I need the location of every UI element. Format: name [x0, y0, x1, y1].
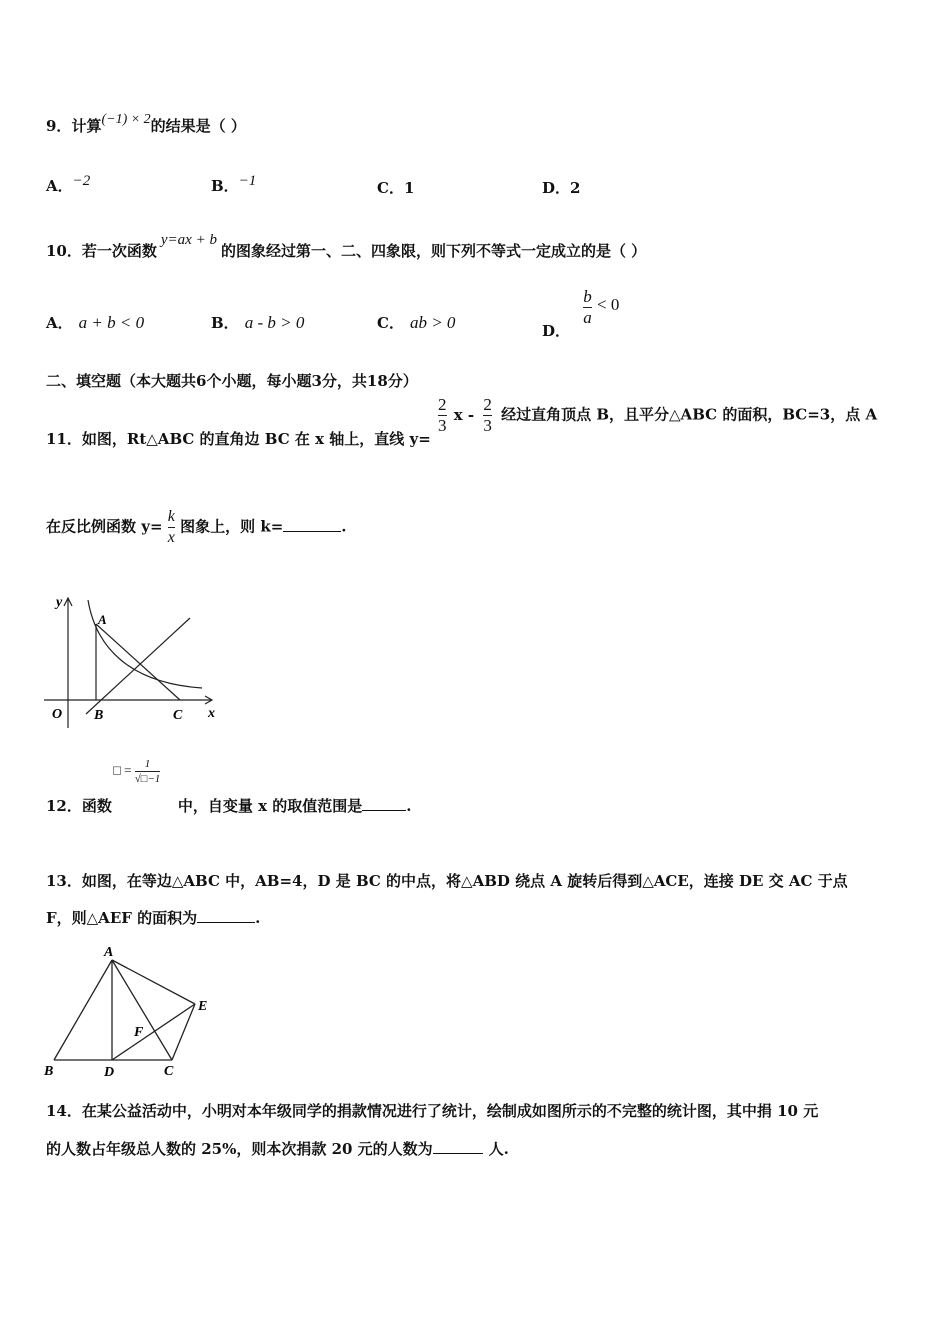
option-value: 1 [403, 179, 415, 197]
q12-text-before: 函数 [81, 797, 112, 815]
q10-number: 10． [46, 242, 82, 260]
label-b: B [94, 708, 104, 723]
q10-text-before: 若一次函数 [81, 242, 157, 260]
fraction-denominator: √□−1 [134, 773, 161, 785]
q11-line2-before: 在反比例函数 y= [46, 517, 163, 536]
label-d: D [104, 1065, 115, 1080]
q11-line2 [46, 508, 347, 547]
segment-ac [96, 624, 180, 700]
option-label: C． [377, 179, 404, 197]
q14-text: 在某公益活动中，小明对本年级同学的捐款情况进行了统计，绘制成如图所示的不完整的统计图，其中捐 10 元 [81, 1102, 819, 1120]
q13-number: 13． [46, 872, 82, 890]
option-label: D． [542, 321, 571, 340]
q11-mid: x - [453, 405, 475, 424]
option-value: a + b < 0 [78, 313, 145, 332]
fraction-numerator: 2 [438, 395, 447, 414]
fraction-numerator: k [167, 508, 175, 525]
segment-ab [54, 960, 112, 1060]
fraction-denominator: x [167, 529, 175, 546]
q9-number: 9． [46, 117, 72, 135]
label-x: x [208, 706, 215, 721]
q11-text1: 如图，Rt△ABC 的直角边 BC 在 x 轴上，直线 y= [81, 429, 431, 448]
q9-option-d [542, 177, 580, 198]
label-c: C [173, 708, 183, 723]
q10-option-b [211, 312, 304, 333]
q12-end: . [406, 797, 412, 815]
q11-figure [40, 588, 225, 733]
q11-line2-end: . [341, 517, 347, 536]
q14-line2-end: 人. [488, 1140, 509, 1158]
label-a: A [104, 945, 114, 960]
q12-stem [46, 795, 412, 816]
fraction-denominator: 3 [438, 416, 447, 435]
q10-option-a [46, 312, 144, 333]
q13-text: 如图，在等边△ABC 中，AB=4，D 是 BC 的中点，将△ABD 绕点 A 旋转后得到△ACE，连接 DE 交 AC 于点 [81, 872, 848, 890]
q14-line1 [46, 1100, 818, 1121]
label-f: F [134, 1025, 144, 1040]
section-heading: 二、填空题（本大题共6个小题，每小题3分，共18分） [46, 372, 418, 390]
q9-option-a [46, 175, 90, 196]
q10-function: y=ax + b [160, 232, 217, 248]
q11-line1 [46, 395, 878, 448]
q13-line1 [46, 870, 848, 891]
q14-number: 14． [46, 1102, 82, 1120]
q11-number: 11． [46, 429, 82, 448]
fraction-bar [135, 771, 161, 772]
q13-figure [40, 940, 220, 1080]
fraction-numerator: b [583, 287, 592, 306]
option-label: A． [46, 314, 73, 332]
q10-text-after: 的图象经过第一、二、四象限，则下列不等式一定成立的是（ ） [220, 242, 647, 260]
q14-line2-before: 的人数占年级总人数的 25%，则本次捐款 20 元的人数为 [46, 1140, 433, 1158]
q10-stem [46, 232, 647, 261]
option-fraction [583, 288, 592, 327]
label-a: A [98, 612, 107, 627]
label-b: B [44, 1064, 54, 1079]
q9-text-before: 计算 [71, 117, 102, 135]
answer-blank[interactable] [283, 517, 341, 532]
fraction-bar [168, 527, 175, 528]
q12-formula [113, 758, 160, 785]
q12-number: 12． [46, 797, 82, 815]
label-o: O [52, 707, 63, 722]
q10-option-c [377, 312, 455, 333]
option-value: a - b > 0 [244, 313, 305, 332]
option-value: −2 [72, 173, 91, 189]
q9-text-after: 的结果是（ ） [150, 117, 246, 135]
option-label: B． [211, 314, 239, 332]
option-label: D． [542, 179, 571, 197]
q14-line2 [46, 1138, 509, 1159]
option-tail: < 0 [596, 294, 620, 314]
answer-blank[interactable] [433, 1139, 483, 1154]
q11-fraction-2 [483, 396, 492, 435]
label-e: E [198, 999, 208, 1014]
fraction-denominator: a [583, 308, 592, 327]
q9-expression: (−1) × 2 [101, 112, 151, 127]
option-value: ab > 0 [409, 313, 456, 332]
q9-option-c [377, 177, 414, 198]
formula-lhs: □ = [113, 762, 132, 778]
option-label: B． [211, 177, 239, 195]
label-y: y [56, 595, 63, 610]
q9-stem [46, 112, 246, 136]
q11-fraction-1 [438, 396, 447, 435]
option-value: 2 [570, 179, 581, 197]
option-label: A． [46, 177, 73, 195]
q11-text2: 经过直角顶点 B，且平分△ABC 的面积，BC=3，点 A [501, 405, 878, 424]
q11-line2-after: 图象上，则 k= [180, 517, 284, 536]
segment-ac [112, 960, 172, 1060]
q10-option-d [542, 287, 620, 340]
q13-line2-before: F，则△AEF 的面积为 [46, 909, 198, 927]
answer-blank[interactable] [362, 796, 406, 811]
q12-text-after: 中，自变量 x 的取值范围是 [177, 797, 363, 815]
fraction-numerator: 2 [483, 395, 492, 414]
fraction-denominator: 3 [483, 416, 492, 435]
q9-option-b [211, 175, 256, 196]
option-label: C． [377, 314, 404, 332]
label-c: C [164, 1064, 174, 1079]
segment-de [112, 1004, 195, 1060]
answer-blank[interactable] [197, 908, 255, 923]
formula-fraction [135, 758, 161, 785]
q11-fraction-3 [168, 508, 175, 547]
q13-line2-end: . [255, 909, 261, 927]
fraction-numerator: 1 [144, 758, 151, 770]
option-value: −1 [238, 173, 257, 189]
q13-line2 [46, 907, 260, 928]
